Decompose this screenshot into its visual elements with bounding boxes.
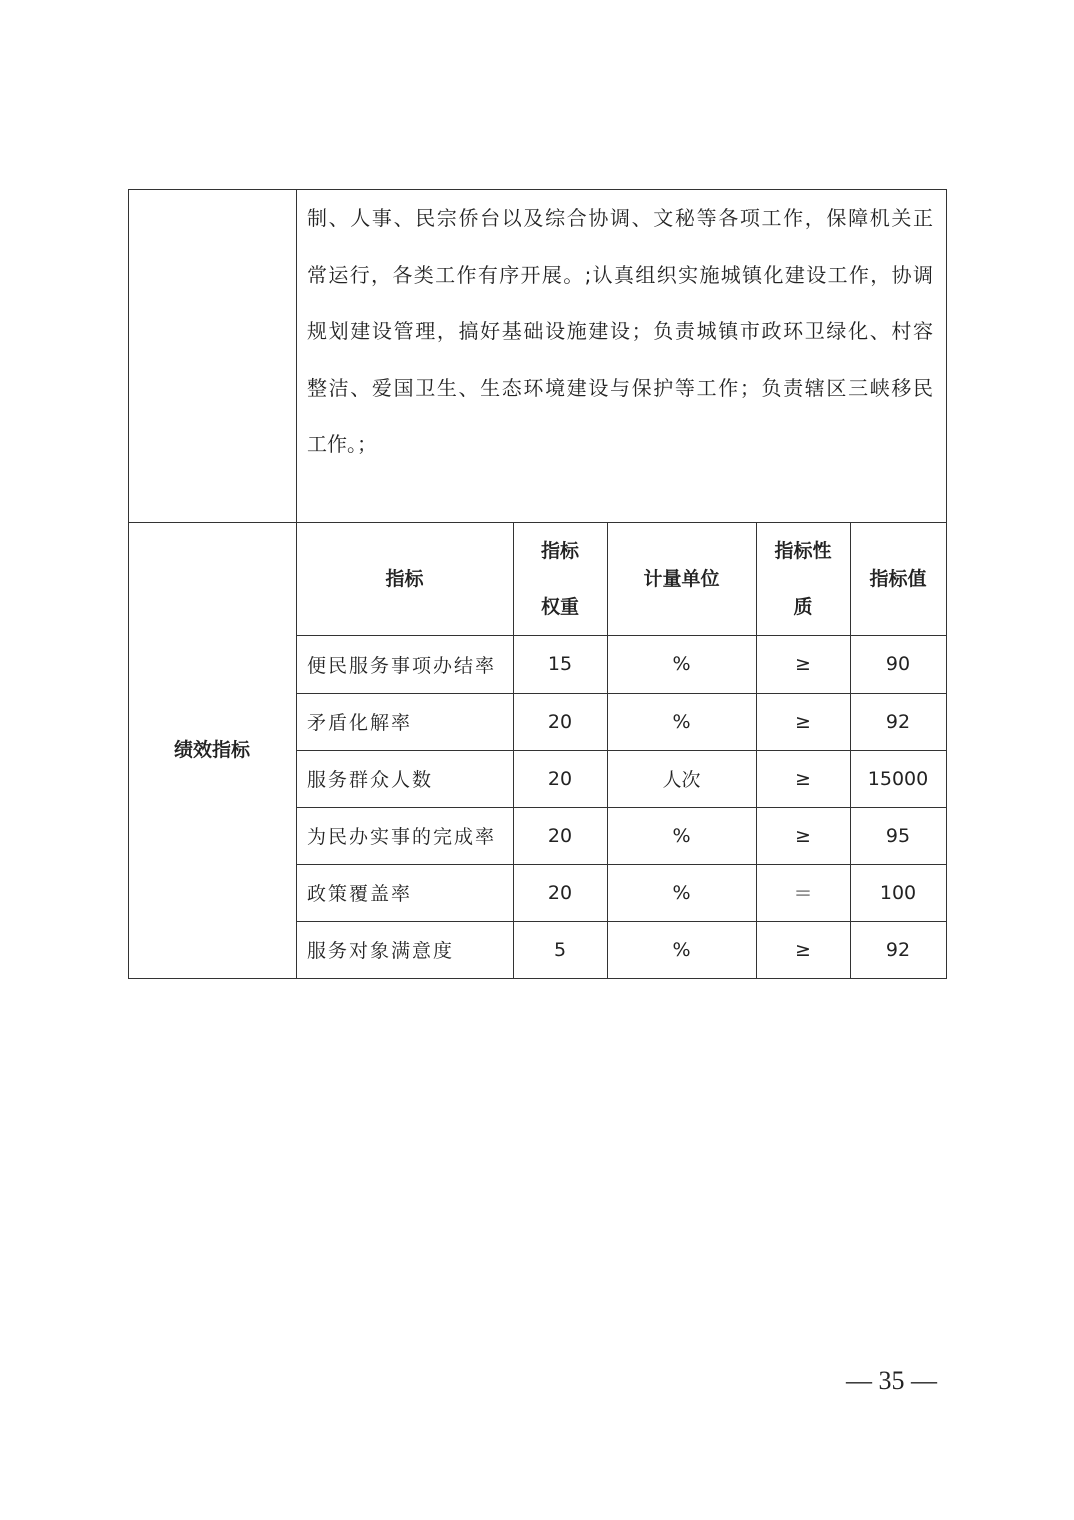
row-unit: 人次 bbox=[662, 769, 701, 791]
description-line: 工作。； bbox=[307, 432, 377, 456]
row-indicator: 为民办实事的完成率 bbox=[307, 826, 497, 848]
row-value: 15000 bbox=[867, 767, 929, 790]
row-value: 100 bbox=[879, 881, 917, 904]
row-indicator: 服务群众人数 bbox=[307, 769, 434, 791]
row-nature: ≥ bbox=[795, 710, 811, 733]
header-value: 指标值 bbox=[869, 567, 927, 590]
header-nature bbox=[756, 522, 850, 635]
row-value: 95 bbox=[885, 824, 911, 847]
header-indicator: 指标 bbox=[385, 567, 424, 590]
row-indicator: 服务对象满意度 bbox=[307, 940, 455, 962]
row-unit: % bbox=[672, 824, 691, 847]
row-unit: % bbox=[672, 881, 691, 904]
row-weight: 20 bbox=[547, 767, 573, 790]
row-weight: 20 bbox=[547, 824, 573, 847]
page-number: — 35 — bbox=[846, 1366, 937, 1395]
row-indicator: 政策覆盖率 bbox=[307, 883, 413, 905]
row-unit: % bbox=[672, 710, 691, 733]
row-nature: ≥ bbox=[795, 653, 811, 675]
description-line: 整洁、爱国卫生、生态环境建设与保护等工作；负责辖区三峡移民 bbox=[307, 375, 933, 400]
row-unit: % bbox=[672, 653, 691, 675]
table-rule bbox=[128, 978, 947, 979]
table-rule bbox=[946, 189, 947, 979]
row-weight: 5 bbox=[553, 938, 567, 961]
description-line: 规划建设管理，搞好基础设施建设；负责城镇市政环卫绿化、村容 bbox=[307, 319, 933, 343]
description-line: 常运行，各类工作有序开展。;认真组织实施城镇化建设工作，协调 bbox=[307, 262, 933, 287]
row-nature: ≥ bbox=[795, 824, 811, 847]
row-indicator: 矛盾化解率 bbox=[307, 712, 413, 734]
row-value: 92 bbox=[885, 710, 911, 733]
header-weight-text: 指标权重 bbox=[540, 539, 579, 618]
row-unit: % bbox=[672, 938, 691, 961]
row-nature: ≥ bbox=[795, 767, 811, 790]
row-value: 92 bbox=[885, 938, 911, 961]
row-indicator: 便民服务事项办结率 bbox=[307, 654, 497, 677]
row-weight: 20 bbox=[547, 881, 573, 904]
header-weight bbox=[513, 522, 607, 635]
row-weight: 20 bbox=[547, 710, 573, 733]
section-label: 绩效指标 bbox=[173, 739, 250, 761]
row-nature: ≥ bbox=[795, 938, 811, 961]
row-value: 90 bbox=[885, 653, 911, 675]
row-nature: ＝ bbox=[793, 883, 813, 905]
header-unit: 计量单位 bbox=[643, 567, 720, 590]
description-line: 制、人事、民宗侨台以及综合协调、文秘等各项工作，保障机关正 bbox=[307, 206, 933, 230]
row-weight: 15 bbox=[547, 653, 573, 675]
header-nature-text: 指标性质 bbox=[774, 539, 832, 618]
